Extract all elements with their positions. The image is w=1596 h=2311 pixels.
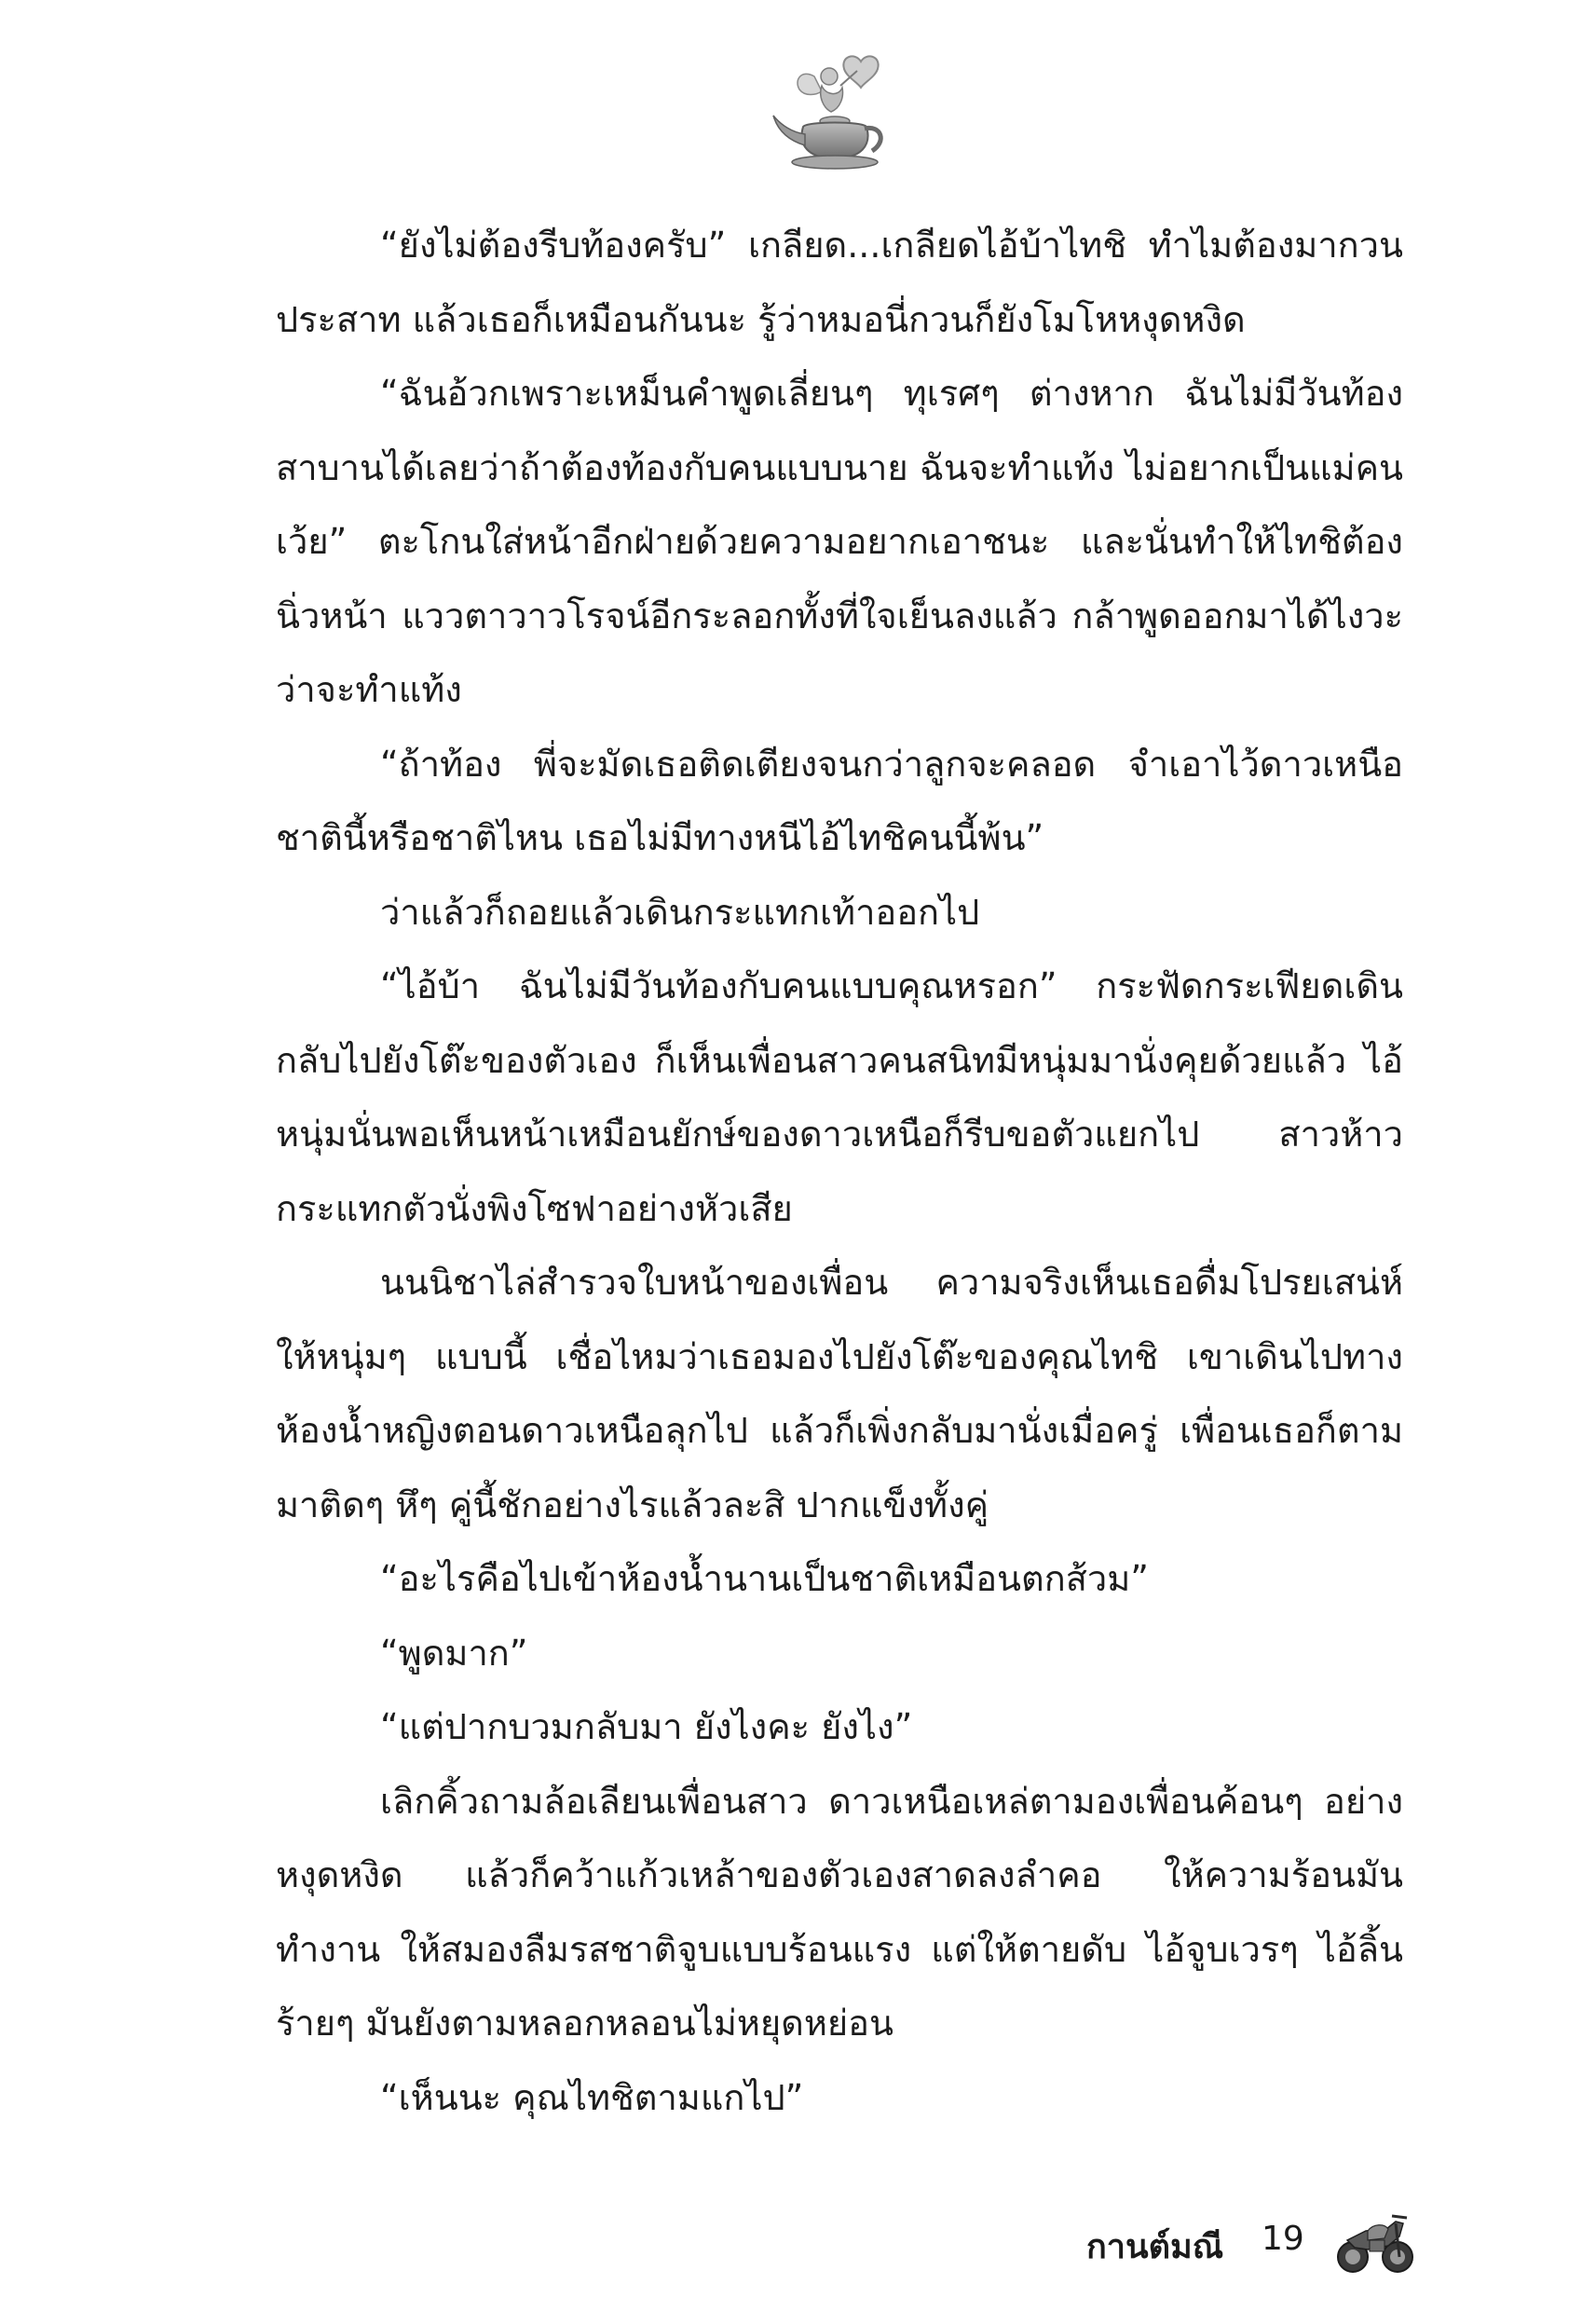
page-number: 19 [1262,2220,1304,2258]
paragraph-1: “ยังไม่ต้องรีบท้องครับ” เกลียด...เกลียดไอ้บ้าไทชิ ทำไมต้องมากวนประสาท แล้วเธอก็เหมือนกันนะ รู้ว่าหมอนี่กวนก็ยังโมโหหงุดหงิด [276,225,1403,340]
paragraph-6: นนนิชาไล่สำรวจใบหน้าของเพื่อน ความจริงเห็นเธอดื่มโปรยเสน่ห์ให้หนุ่มๆ แบบนี้ เชื่อไหมว่าเธอมองไปยังโต๊ะของคุณไทชิ เขาเดินไปทางห้องน้ำหญิงตอนดาวเหนือลุกไป แล้วก็เพิ่งกลับมานั่งเมื่อครู่ เพื่อนเธอก็ตามมาติดๆ หึๆ คู่นี้ชักอย่างไรแล้วละสิ ปากแข็งทั้งคู่ [276,1262,1403,1525]
paragraph-5: “ไอ้บ้า ฉันไม่มีวันท้องกับคนแบบคุณหรอก” กระฟัดกระเฟียดเดินกลับไปยังโต๊ะของตัวเอง ก็เห็นเพื่อนสาวคนสนิทมีหนุ่มมานั่งคุยด้วยแล้ว ไอ้หนุ่มนั่นพอเห็นหน้าเหมือนยักษ์ของดาวเหนือก็รีบขอตัวแยกไป สาวห้าวกระแทกตัวนั่งพิงโซฟาอย่างหัวเสีย [276,965,1403,1229]
motorcycle-icon [1334,2199,1416,2281]
page-footer [1081,2199,1416,2283]
paragraph-3: “ถ้าท้อง พี่จะมัดเธอติดเตียงจนกว่าลูกจะคลอด จำเอาไว้ดาวเหนือ ชาตินี้หรือชาติไหน เธอไม่มีทางหนีไอ้ไทชิคนนี้พ้น” [276,743,1403,858]
paragraph-10: เลิกคิ้วถามล้อเลียนเพื่อนสาว ดาวเหนือเหล่ตามองเพื่อนค้อนๆ อย่างหงุดหงิด แล้วก็คว้าแก้วเหล้าของตัวเองสาดลงลำคอ ให้ความร้อนมันทำงาน ให้สมองลืมรสชาติจูบแบบร้อนแรง แต่ให้ตายดับ ไอ้จูบเวรๆ ไอ้ลิ้นร้ายๆ มันยังตามหลอกหลอนไม่หยุดหย่อน [276,1780,1403,2044]
paragraph-8: “พูดมาก” [380,1632,528,1674]
paragraph-7: “อะไรคือไปเข้าห้องน้ำนานเป็นชาติเหมือนตกส้วม” [380,1558,1149,1599]
paragraph-4: ว่าแล้วก็ถอยแล้วเดินกระแทกเท้าออกไป [380,891,980,933]
paragraph-9: “แต่ปากบวมกลับมา ยังไงคะ ยังไง” [380,1706,913,1747]
paragraph-11: “เห็นนะ คุณไทชิตามแกไป” [380,2076,804,2118]
body-text [276,209,1403,2119]
author-name: กานต์มณี [1086,2228,1224,2266]
paragraph-2: “ฉันอ้วกเพราะเหม็นคำพูดเลี่ยนๆ ทุเรศๆ ต่างหาก ฉันไม่มีวันท้อง สาบานได้เลยว่าถ้าต้องท้องกับคนแบบนาย ฉันจะทำแท้ง ไม่อยากเป็นแม่คนเว้ย” ตะโกนใส่หน้าอีกฝ่ายด้วยความอยากเอาชนะ และนั่นทำให้ไทชิต้องนิ่วหน้า แววตาวาวโรจน์อีกระลอกทั้งที่ใจเย็นลงแล้ว กล้าพูดออกมาได้ไงวะว่าจะทำแท้ง [276,373,1403,710]
cupid-teapot-ornament-icon [760,48,909,179]
